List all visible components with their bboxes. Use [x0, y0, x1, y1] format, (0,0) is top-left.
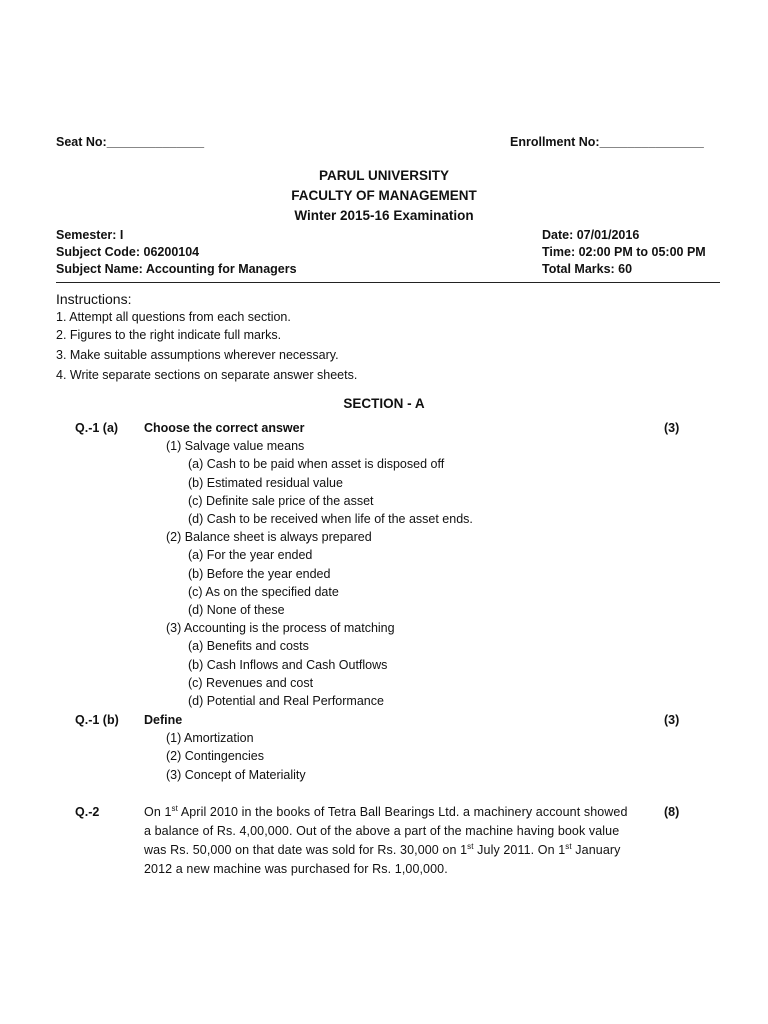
instruction-item: 4. Write separate sections on separate answer sheets.: [56, 368, 358, 382]
mcq-option: (a) Cash to be paid when asset is disposed off: [188, 457, 445, 471]
section-title: SECTION - A: [343, 396, 425, 411]
q1b-marks: (3): [664, 713, 680, 727]
mcq-option: (a) Benefits and costs: [188, 639, 309, 653]
mcq-option: (b) Cash Inflows and Cash Outflows: [188, 658, 388, 672]
faculty-name: FACULTY OF MANAGEMENT: [291, 188, 477, 203]
instruction-item: 3. Make suitable assumptions wherever necessary.: [56, 348, 339, 362]
instruction-item: 1. Attempt all questions from each section.: [56, 310, 291, 324]
define-item: (2) Contingencies: [166, 749, 264, 763]
q1a-heading: Choose the correct answer: [144, 421, 305, 435]
q2-label: Q.-2: [75, 805, 100, 819]
instruction-item: 2. Figures to the right indicate full marks.: [56, 328, 282, 342]
mcq-option: (d) Cash to be received when life of the asset ends.: [188, 512, 473, 526]
q2-text: On 1st April 2010 in the books of Tetra Ball Bearings Ltd. a machinery account showed a balance of Rs. 4,00,000. Out of the above a part of the machine having book value was Rs. 50,000 on that date was sold for Rs. 30,000 on 1st July 2011. On 1st January 2012 a new machine was purchased for Rs. 1,00,000.: [144, 803, 628, 876]
define-item: (3) Concept of Materiality: [166, 768, 306, 782]
mcq-option: (c) Revenues and cost: [188, 676, 314, 690]
q2-marks: (8): [664, 805, 680, 819]
semester: Semester: I: [56, 228, 124, 242]
subject-code: Subject Code: 06200104: [56, 245, 200, 259]
mcq-option: (b) Estimated residual value: [188, 476, 343, 490]
exam-date: Date: 07/01/2016: [542, 228, 640, 242]
subject-name: Subject Name: Accounting for Managers: [56, 262, 297, 276]
exam-title: Winter 2015-16 Examination: [294, 208, 474, 223]
enrollment-no: Enrollment No:_______________: [510, 135, 704, 149]
mcq-option: (d) None of these: [188, 603, 285, 617]
mcq-question: (2) Balance sheet is always prepared: [166, 530, 372, 544]
define-item: (1) Amortization: [166, 731, 254, 745]
q1a-marks: (3): [664, 421, 680, 435]
mcq-option: (b) Before the year ended: [188, 567, 331, 581]
instructions-heading: Instructions:: [56, 291, 132, 307]
mcq-option: (c) As on the specified date: [188, 585, 339, 599]
header-divider: [56, 282, 720, 283]
exam-time: Time: 02:00 PM to 05:00 PM: [542, 245, 706, 259]
mcq-option: (d) Potential and Real Performance: [188, 694, 384, 708]
q1a-label: Q.-1 (a): [75, 421, 119, 435]
mcq-option: (a) For the year ended: [188, 548, 313, 562]
mcq-question: (1) Salvage value means: [166, 439, 305, 453]
mcq-option: (c) Definite sale price of the asset: [188, 494, 374, 508]
q1b-label: Q.-1 (b): [75, 713, 119, 727]
total-marks: Total Marks: 60: [542, 262, 633, 276]
mcq-question: (3) Accounting is the process of matching: [166, 621, 395, 635]
q1b-heading: Define: [144, 713, 183, 727]
university-name: PARUL UNIVERSITY: [318, 168, 450, 183]
seat-no: Seat No:______________: [56, 135, 205, 149]
